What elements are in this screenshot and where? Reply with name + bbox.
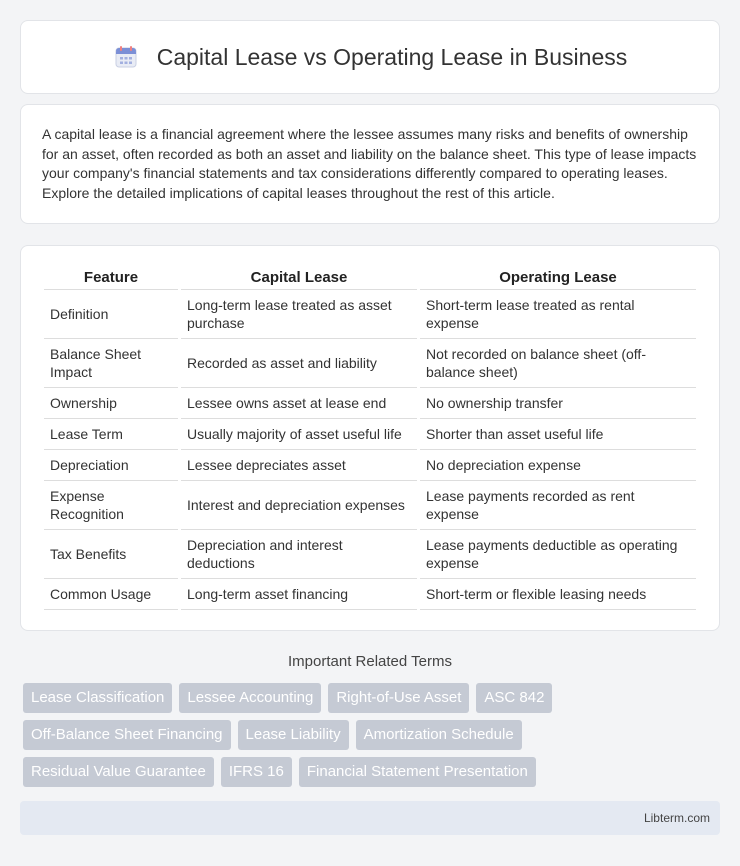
cell-capital: Usually majority of asset useful life xyxy=(181,419,417,450)
footer xyxy=(20,801,720,835)
cell-operating: Short-term or flexible leasing needs xyxy=(420,579,696,610)
cell-feature: Balance Sheet Impact xyxy=(44,339,178,388)
related-term-tag[interactable]: ASC 842 xyxy=(476,683,552,713)
comparison-table xyxy=(41,266,699,610)
related-term-tag[interactable]: Financial Statement Presentation xyxy=(299,757,536,787)
related-term-tag[interactable]: Lessee Accounting xyxy=(179,683,321,713)
related-term-tag[interactable]: Residual Value Guarantee xyxy=(23,757,214,787)
intro-card xyxy=(20,104,720,224)
cell-feature: Definition xyxy=(44,290,178,339)
related-term-tag[interactable]: Off-Balance Sheet Financing xyxy=(23,720,231,750)
related-term-tag[interactable]: Right-of-Use Asset xyxy=(328,683,469,713)
cell-feature: Common Usage xyxy=(44,579,178,610)
cell-feature: Expense Recognition xyxy=(44,481,178,530)
cell-feature: Lease Term xyxy=(44,419,178,450)
cell-operating: No depreciation expense xyxy=(420,450,696,481)
related-terms-title: Important Related Terms xyxy=(288,653,452,670)
table-header-row xyxy=(44,266,696,290)
table-row xyxy=(44,388,696,419)
cell-capital: Interest and depreciation expenses xyxy=(181,481,417,530)
comparison-table-card xyxy=(20,245,720,631)
cell-operating: Short-term lease treated as rental expense xyxy=(420,290,696,339)
cell-capital: Lessee owns asset at lease end xyxy=(181,388,417,419)
calendar-icon xyxy=(113,44,139,70)
header-operating-lease: Operating Lease xyxy=(420,266,696,290)
cell-capital: Depreciation and interest deductions xyxy=(181,530,417,579)
cell-feature: Ownership xyxy=(44,388,178,419)
intro-paragraph: A capital lease is a financial agreement where the lessee assumes many risks and benefits of ownership for an asset, often recorded as both an asset and liability on the balance sheet. This type of lease impacts your company's financial statements and tax considerations differently compared to operating leases. Explore the detailed implications of capital leases throughout the rest of this article. xyxy=(42,126,697,201)
cell-feature: Depreciation xyxy=(44,450,178,481)
table-row xyxy=(44,579,696,610)
related-term-tag[interactable]: IFRS 16 xyxy=(221,757,292,787)
cell-capital: Long-term lease treated as asset purchase xyxy=(181,290,417,339)
cell-capital: Long-term asset financing xyxy=(181,579,417,610)
header-capital-lease: Capital Lease xyxy=(181,266,417,290)
cell-operating: Lease payments recorded as rent expense xyxy=(420,481,696,530)
cell-operating: Lease payments deductible as operating expense xyxy=(420,530,696,579)
header-feature: Feature xyxy=(44,266,178,290)
table-row xyxy=(44,419,696,450)
cell-capital: Lessee depreciates asset xyxy=(181,450,417,481)
cell-operating: Not recorded on balance sheet (off-balance sheet) xyxy=(420,339,696,388)
cell-operating: Shorter than asset useful life xyxy=(420,419,696,450)
page-title: Capital Lease vs Operating Lease in Business xyxy=(156,43,628,70)
related-term-tag[interactable]: Lease Classification xyxy=(23,683,172,713)
cell-operating: No ownership transfer xyxy=(420,388,696,419)
table-row xyxy=(44,339,696,388)
related-term-tag[interactable]: Amortization Schedule xyxy=(356,720,522,750)
title-card xyxy=(20,20,720,94)
cell-feature: Tax Benefits xyxy=(44,530,178,579)
related-term-tag[interactable]: Lease Liability xyxy=(238,720,349,750)
footer-site-link[interactable]: Libterm.com xyxy=(643,811,710,825)
related-terms-list xyxy=(20,683,600,787)
table-row xyxy=(44,530,696,579)
cell-capital: Recorded as asset and liability xyxy=(181,339,417,388)
table-row xyxy=(44,290,696,339)
table-row xyxy=(44,450,696,481)
table-row xyxy=(44,481,696,530)
